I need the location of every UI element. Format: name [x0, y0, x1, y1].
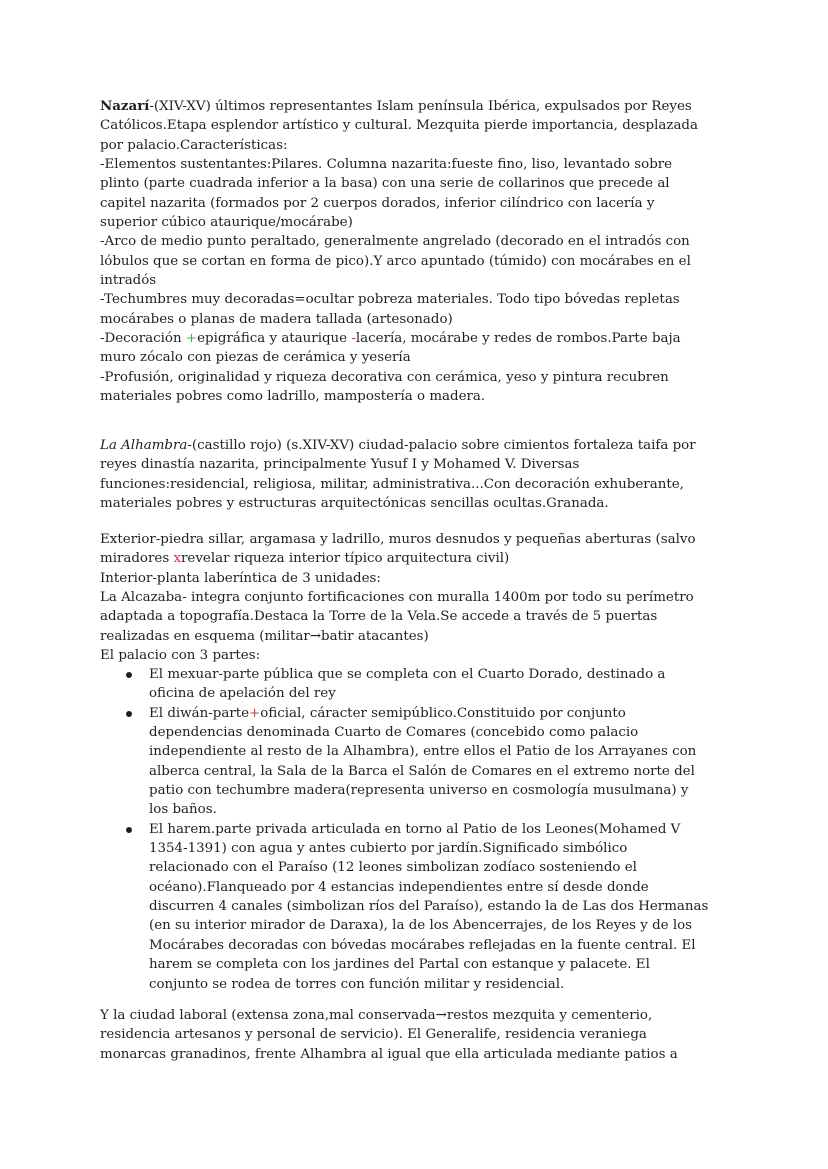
text-segment: funciones:residencial, religiosa, militar, administrativa...Con decoración exhuberante,	[100, 476, 684, 492]
colored-mark: +	[185, 331, 198, 347]
text-line	[100, 329, 740, 348]
text-segment: El harem.parte privada articulada en torno al Patio de los Leones(Mohamed V	[149, 821, 681, 837]
text-line	[149, 820, 740, 839]
text-segment: conjunto se rodea de torres con función militar y residencial.	[149, 976, 565, 992]
bullet-icon	[126, 711, 132, 717]
text-line	[149, 897, 740, 916]
text-segment: alberca central, la Sala de la Barca el Salón de Comares en el extremo norte del	[149, 763, 695, 779]
text-line	[100, 348, 740, 367]
text-line	[100, 494, 740, 513]
text-segment: El diwán-parte	[149, 705, 250, 721]
text-segment: El palacio con 3 partes:	[100, 648, 261, 663]
text-line	[100, 387, 740, 406]
text-segment: -(XIV-XV) últimos representantes Islam península Ibérica, expulsados por Reyes	[149, 99, 692, 114]
text-segment: océano).Flanqueado por 4 estancias independientes entre sí desde donde	[149, 879, 649, 895]
text-segment: -Decoración	[100, 331, 186, 347]
text-segment: 1354-1391) con agua y antes cubierto por jardín.Significado simbólico	[149, 841, 628, 857]
text-line	[100, 455, 740, 474]
list-item	[100, 820, 740, 994]
text-segment: -Arco de medio punto peraltado, generalmente angrelado (decorado en el intradós con	[100, 234, 690, 250]
text-line	[149, 800, 740, 819]
text-line	[100, 310, 740, 329]
text-segment: miradores	[100, 551, 174, 567]
italic-term: La Alhambra	[100, 438, 188, 453]
text-segment: adaptada a topografía.Destaca la Torre de la Vela.Se accede a través de 5 puertas	[100, 609, 658, 625]
text-line	[100, 290, 740, 309]
text-segment: epigráfica y ataurique	[197, 331, 352, 347]
text-segment: Exterior-piedra sillar, argamasa y ladrillo, muros desnudos y pequeñas aberturas (salvo	[100, 532, 696, 547]
text-segment: mocárabes o planas de madera tallada (artesonado)	[100, 311, 453, 327]
text-line	[149, 762, 740, 781]
text-segment: Y la ciudad laboral (extensa zona,mal conservada→restos mezquita y cementerio,	[100, 1008, 653, 1023]
text-line	[149, 858, 740, 877]
text-line	[100, 530, 740, 549]
text-line	[100, 368, 740, 387]
text-line	[100, 271, 740, 290]
colored-mark: +	[249, 705, 261, 721]
text-segment: revelar riqueza interior típico arquitectura civil)	[181, 551, 510, 567]
text-segment: (en su interior mirador de Daraxa), la de los Abencerrajes, de los Reyes y de los	[149, 918, 693, 934]
text-segment: dependencias denominada Cuarto de Comares (concebido como palacio	[149, 725, 639, 741]
text-segment: lóbulos que se cortan en forma de pico).Y arco apuntado (túmido) con mocárabes en el	[100, 253, 691, 269]
ciudad-laboral-section	[100, 1006, 740, 1064]
text-segment: materiales pobres como ladrillo, mampostería o madera.	[100, 389, 486, 405]
text-segment: independiente al resto de la Alhambra), entre ellos el Patio de los Arrayanes con	[149, 744, 697, 760]
text-line	[100, 1006, 740, 1025]
bullet-icon	[126, 672, 132, 678]
text-segment: El mexuar-parte pública que se completa con el Cuarto Dorado, destinado a	[149, 667, 666, 682]
text-segment: los baños.	[149, 802, 217, 818]
text-segment: Mocárabes decoradas con bóvedas mocárabes reflejadas en la fuente central. El	[149, 937, 696, 953]
text-segment: residencia artesanos y personal de servicio). El Generalife, residencia veraniega	[100, 1027, 647, 1043]
nazari-section	[100, 97, 740, 407]
text-line	[100, 136, 740, 155]
text-segment: harem se completa con los jardines del Partal con estanque y palacete. El	[149, 957, 650, 973]
text-line	[100, 569, 740, 588]
text-line	[100, 475, 740, 494]
text-segment: oficina de apelación del rey	[149, 686, 336, 702]
colored-mark: x	[173, 551, 182, 567]
text-segment: por palacio.Características:	[100, 137, 288, 153]
list-item	[100, 665, 740, 704]
list-item	[100, 704, 740, 820]
text-line	[100, 155, 740, 174]
text-segment: -Elementos sustentantes:Pilares. Columna nazarita:fueste fino, liso, levantado sobre	[100, 157, 673, 173]
text-line	[100, 97, 740, 116]
text-segment: -(castillo rojo) (s.XIV-XV) ciudad-palacio sobre cimientos fortaleza taifa por	[187, 438, 696, 453]
text-line	[149, 839, 740, 858]
text-line	[100, 549, 740, 568]
text-segment: muro zócalo con piezas de cerámica y yesería	[100, 350, 411, 366]
text-line	[100, 252, 740, 271]
text-line	[100, 1045, 740, 1064]
text-line	[149, 723, 740, 742]
alhambra-intro	[100, 436, 740, 513]
text-segment: discurren 4 canales (simbolizan ríos del Paraíso), estando la de Las dos Hermanas	[149, 899, 709, 915]
text-segment: materiales pobres y estructuras arquitectónicas sencillas ocultas.Granada.	[100, 496, 609, 512]
exterior-interior-section	[100, 530, 740, 646]
text-line	[149, 936, 740, 955]
text-segment: relacionado con el Paraíso (12 leones simbolizan zodíaco sosteniendo el	[149, 860, 637, 876]
palacio-parts-list	[100, 665, 740, 994]
bullet-icon	[126, 827, 132, 833]
text-line	[100, 213, 740, 232]
text-line	[149, 916, 740, 935]
text-line	[100, 588, 740, 607]
text-line	[149, 955, 740, 974]
text-segment: -Techumbres muy decoradas=ocultar pobreza materiales. Todo tipo bóvedas repletas	[100, 292, 680, 308]
text-line	[100, 436, 740, 455]
text-line	[149, 781, 740, 800]
text-line	[100, 232, 740, 251]
text-segment: Interior-planta laberíntica de 3 unidades:	[100, 570, 381, 586]
palacio-heading	[100, 646, 740, 665]
text-line	[149, 878, 740, 897]
text-line	[100, 607, 740, 626]
text-segment: La Alcazaba- integra conjunto fortificaciones con muralla 1400m por todo su perímetro	[100, 590, 694, 606]
text-line	[149, 684, 740, 703]
text-line	[100, 627, 740, 646]
text-segment: reyes dinastía nazarita, principalmente Yusuf I y Mohamed V. Diversas	[100, 457, 580, 473]
text-segment: intradós	[100, 273, 157, 289]
text-line	[100, 646, 740, 665]
text-segment: capitel nazarita (formados por 2 cuerpos dorados, inferior cilíndrico con lacería y	[100, 195, 655, 211]
text-line	[100, 1025, 740, 1044]
text-line	[149, 665, 740, 684]
text-segment: oficial, cáracter semipúblico.Constituido por conjunto	[260, 705, 626, 721]
text-segment: superior cúbico ataurique/mocárabe)	[100, 215, 353, 231]
text-segment: realizadas en esquema (militar→batir atacantes)	[100, 628, 429, 644]
text-line	[100, 174, 740, 193]
text-segment: -Profusión, originalidad y riqueza decorativa con cerámica, yeso y pintura recubren	[100, 369, 669, 385]
text-line	[149, 704, 740, 723]
text-line	[100, 116, 740, 135]
colored-mark: -	[351, 331, 356, 347]
text-segment: patio con techumbre madera(representa universo en cosmología musulmana) y	[149, 783, 689, 799]
text-line	[149, 742, 740, 761]
bold-term: Nazarí	[100, 98, 150, 114]
text-segment: Católicos.Etapa esplendor artístico y cultural. Mezquita pierde importancia, desplazada	[100, 118, 698, 134]
text-line	[149, 975, 740, 994]
text-segment: lacería, mocárabe y redes de rombos.Parte baja	[355, 331, 681, 347]
text-segment: plinto (parte cuadrada inferior a la basa) con una serie de collarinos que precede al	[100, 176, 670, 192]
text-segment: monarcas granadinos, frente Alhambra al igual que ella articulada mediante patios a	[100, 1046, 678, 1062]
text-line	[100, 194, 740, 213]
